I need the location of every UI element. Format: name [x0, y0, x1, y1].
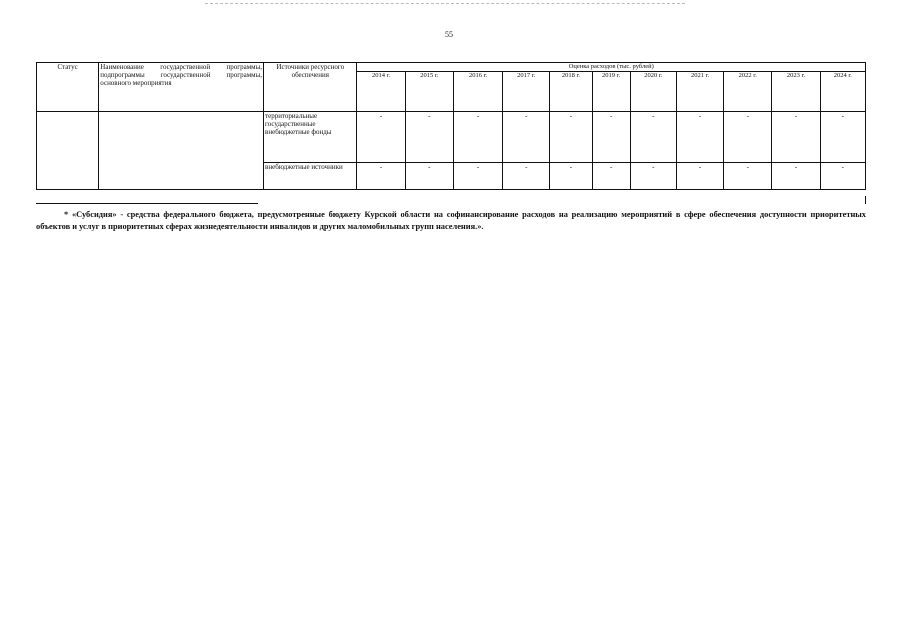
header-year: 2017 г. [503, 72, 550, 112]
source-cell: территориальные государственные внебюджетные фонды [264, 112, 357, 163]
budget-table [36, 62, 866, 190]
header-program-name: Наименование государственной программы, подпрограммы государственной программы, основного мероприятия [99, 63, 264, 112]
value-cell: - [550, 112, 592, 163]
header-year: 2015 г. [405, 72, 453, 112]
footnote-separator [36, 203, 258, 204]
program-name-cell [99, 112, 264, 190]
page-number: 55 [445, 30, 453, 39]
header-status: Статус [37, 63, 99, 112]
value-cell: - [592, 112, 630, 163]
header-year: 2018 г. [550, 72, 592, 112]
top-rule [205, 3, 685, 4]
value-cell: - [453, 163, 502, 190]
value-cell: - [405, 163, 453, 190]
header-year: 2014 г. [357, 72, 405, 112]
header-year: 2020 г. [630, 72, 676, 112]
value-cell: - [820, 112, 865, 163]
footnote-text: * «Субсидия» - средства федерального бюджета, предусмотренные бюджету Курской области на софинансирование расходов на реализацию мероприятий в сфере обеспечения доступности приоритетных объектов и услуг в приоритетных сферах жизнедеятельности инвалидов и других маломобильных групп населения.». [36, 210, 866, 231]
value-cell: - [503, 112, 550, 163]
value-cell: - [357, 112, 405, 163]
table-edge-mark [865, 196, 866, 204]
header-resource-source: Источники ресурсного обеспечения [264, 63, 357, 112]
value-cell: - [676, 112, 723, 163]
header-year: 2021 г. [676, 72, 723, 112]
value-cell: - [772, 112, 820, 163]
value-cell: - [772, 163, 820, 190]
value-cell: - [630, 112, 676, 163]
value-cell: - [630, 163, 676, 190]
value-cell: - [820, 163, 865, 190]
table-row [37, 112, 866, 163]
value-cell: - [724, 163, 772, 190]
value-cell: - [453, 112, 502, 163]
value-cell: - [592, 163, 630, 190]
header-year: 2022 г. [724, 72, 772, 112]
value-cell: - [724, 112, 772, 163]
value-cell: - [550, 163, 592, 190]
value-cell: - [503, 163, 550, 190]
header-row [37, 63, 866, 72]
header-year: 2023 г. [772, 72, 820, 112]
header-cost-estimate: Оценка расходов (тыс. рублей) [357, 63, 866, 72]
header-year: 2019 г. [592, 72, 630, 112]
source-cell: внебюджетные источники [264, 163, 357, 190]
header-year: 2016 г. [453, 72, 502, 112]
status-cell [37, 112, 99, 190]
value-cell: - [676, 163, 723, 190]
value-cell: - [357, 163, 405, 190]
header-year: 2024 г. [820, 72, 865, 112]
value-cell: - [405, 112, 453, 163]
